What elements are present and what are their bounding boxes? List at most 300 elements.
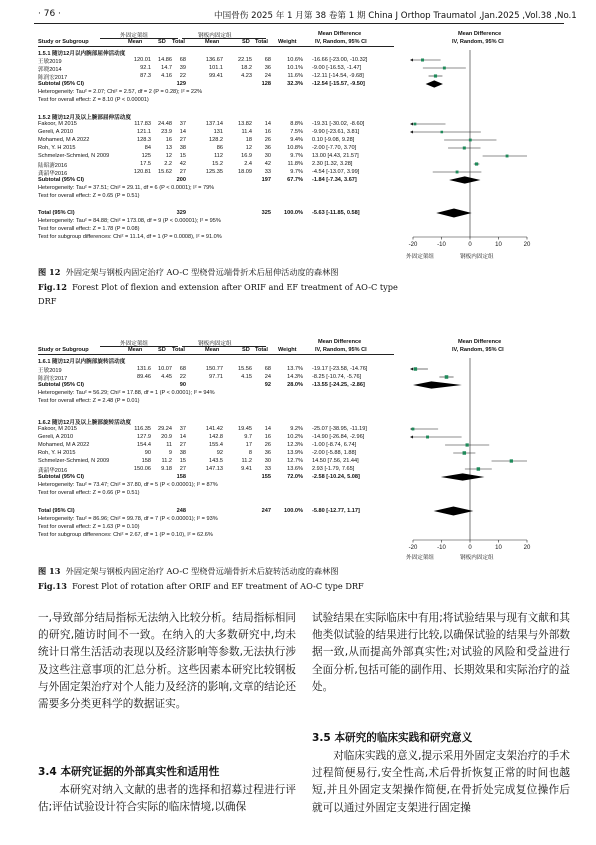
figure-caption-en <box>38 282 398 292</box>
md-header: Mean Difference <box>318 31 362 37</box>
weight: 11.8% <box>287 161 303 167</box>
ctl-group-header: 钢板内固定组 <box>198 33 232 39</box>
subtotal-label: Subtotal (95% CI) <box>38 382 84 388</box>
sd-ctl: 9.7 <box>244 434 252 440</box>
sd-ctl: 17 <box>245 442 252 448</box>
n-exp: 27 <box>179 442 186 448</box>
mean-exp: 154.4 <box>137 442 151 448</box>
figure-caption-text: 外固定架与钢板内固定治疗 AO-C 型桡骨远端骨折术后旋转活动度的森林图 <box>65 566 339 576</box>
sd-ctl: 4.15 <box>241 374 252 380</box>
sd-ctl: 15.56 <box>238 366 252 372</box>
ci-text: -9.00 [-16.53, -1.47] <box>312 65 362 71</box>
point-estimate <box>463 451 466 454</box>
mean-ctl: 147.13 <box>205 466 223 472</box>
mean-ctl: 128.2 <box>209 137 223 143</box>
col-mean: Mean <box>128 347 143 353</box>
col-ci-2: IV, Random, 95% CI <box>452 39 504 45</box>
axis-right-label: 钢板内固定组 <box>460 254 494 260</box>
exp-group-header: 外固定架组 <box>120 33 148 39</box>
ci-text: -19.17 [-23.58, -14.76] <box>312 366 368 372</box>
subgroup-title: 1.6.1 随访12月以内腕部旋转活动度 <box>38 359 126 365</box>
subtotal-weight: 32.3% <box>287 81 303 87</box>
weight: 10.1% <box>287 65 303 71</box>
point-estimate <box>506 155 509 158</box>
study-name: 龚韶华2016 <box>38 171 68 177</box>
total-overall-effect-text: Test for overall effect: Z = 1.63 (P = 0.10) <box>38 524 140 530</box>
sd-ctl: 18.09 <box>238 169 252 175</box>
n-exp: 37 <box>179 426 186 432</box>
ci-text: 14.50 [7.56, 21.44] <box>312 458 359 464</box>
subtotal-n-ctl: 92 <box>264 382 271 388</box>
n-ctl: 30 <box>264 458 271 464</box>
sd-exp: 15.62 <box>158 169 172 175</box>
sd-ctl: 19.45 <box>238 426 252 432</box>
x-tick-label: -20 <box>408 545 418 551</box>
subtotal-n-exp: 200 <box>176 177 186 183</box>
mean-exp: 90 <box>144 450 151 456</box>
ci-arrow <box>410 436 413 439</box>
ci-text: 2.93 [-1.79, 7.65] <box>312 466 355 472</box>
summary-diamond <box>449 176 480 183</box>
exp-group-header: 外固定架组 <box>120 341 148 347</box>
study-name: 郭晓2014 <box>38 67 62 73</box>
sd-ctl: 13.82 <box>238 121 252 127</box>
n-ctl: 36 <box>264 450 271 456</box>
point-estimate <box>475 162 478 165</box>
x-tick-label: 10 <box>495 242 502 248</box>
sd-ctl: 8 <box>248 450 252 456</box>
sd-exp: 4.16 <box>161 73 172 79</box>
study-name: 陆昭溏2016 <box>38 163 68 169</box>
ci-text: -4.54 [-13.07, 3.99] <box>312 169 360 175</box>
weight: 12.7% <box>287 458 303 464</box>
sd-exp: 10.07 <box>158 366 172 372</box>
sd-ctl: 4.23 <box>241 73 252 79</box>
summary-diamond <box>441 473 485 480</box>
point-estimate <box>414 123 417 126</box>
weight: 9.7% <box>290 169 303 175</box>
figure-caption-en-cont: DRF <box>38 296 57 306</box>
n-exp: 14 <box>179 129 186 135</box>
total-ci: -5.80 [-12.77, 1.17] <box>312 508 360 514</box>
ctl-header-rule <box>182 346 266 347</box>
weight: 13.9% <box>287 450 303 456</box>
mean-ctl: 143.5 <box>209 458 223 464</box>
ci-arrow <box>410 131 413 134</box>
point-estimate <box>510 459 513 462</box>
x-tick-label: 20 <box>523 242 531 248</box>
subtotal-label: Subtotal (95% CI) <box>38 177 84 183</box>
axis-left-label: 外固定架组 <box>406 555 434 561</box>
ci-text: -9.90 [-23.61, 3.81] <box>312 129 360 135</box>
figure-caption-text: 外固定架与钢板内固定治疗 AO-C 型桡骨远端骨折术后屈伸活动度的森林图 <box>65 267 339 277</box>
mean-ctl: 131 <box>213 129 223 135</box>
col-total: Total <box>172 347 185 353</box>
x-tick-label: -10 <box>437 242 446 248</box>
point-estimate <box>412 428 415 431</box>
n-exp: 27 <box>179 137 186 143</box>
study-name: Gereli, A 2010 <box>38 129 74 135</box>
weight: 10.2% <box>287 434 303 440</box>
mean-exp: 127.9 <box>137 434 151 440</box>
mean-ctl: 112 <box>214 153 223 159</box>
n-exp: 68 <box>179 366 186 372</box>
col-study: Study or Subgroup <box>38 39 89 45</box>
ci-text: 2.30 [1.32, 3.28] <box>312 161 353 167</box>
subgroup-differences-text: Test for subgroup differences: Chi² = 11.14, df = 1 (P = 0.0008), I² = 91.0% <box>38 234 222 240</box>
subtotal-n-ctl: 197 <box>261 177 271 183</box>
col-sd-2: SD <box>242 347 250 353</box>
col-sd: SD <box>158 39 166 45</box>
weight: 9.7% <box>290 153 303 159</box>
subtotal-ci: -12.54 [-15.57, -9.50] <box>312 81 365 87</box>
n-exp: 15 <box>179 153 186 159</box>
ci-text: 13.00 [4.43, 21.57] <box>312 153 359 159</box>
subtotal-ci: -2.58 [-10.24, 5.08] <box>312 474 360 480</box>
body-paragraph: 对临床实践的意义,提示采用外固定支架治疗的手术过程简便易行,安全性高,术后骨折恢复正常的时间也越短,并且外固定支架操作简便,在骨折处完成复位操作后就可以通过外固定支架进行固定操 <box>312 750 570 814</box>
n-exp: 38 <box>179 145 186 151</box>
subtotal-ci: -1.84 [-7.34, 3.67] <box>312 177 357 183</box>
subgroup-differences-text: Test for subgroup differences: Chi² = 2.67, df = 1 (P = 0.10), I² = 62.6% <box>38 532 213 538</box>
study-name: 王敏2019 <box>38 368 62 374</box>
ci-text: -1.00 [-8.74, 6.74] <box>312 442 357 448</box>
sd-exp: 13 <box>165 145 172 151</box>
weight: 9.2% <box>290 426 303 432</box>
study-name: 龚韶华2016 <box>38 468 68 474</box>
figure-caption-cn <box>38 566 338 577</box>
sd-exp: 9 <box>168 450 172 456</box>
mean-ctl: 141.42 <box>205 426 223 432</box>
point-estimate <box>441 131 444 134</box>
ctl-header-rule <box>182 38 266 39</box>
axis-left-label: 外固定架组 <box>406 254 434 260</box>
ci-arrow <box>410 123 413 126</box>
ctl-group-header: 钢板内固定组 <box>198 341 232 347</box>
weight: 13.6% <box>287 466 303 472</box>
sd-exp: 9.18 <box>161 466 172 472</box>
sd-ctl: 22.15 <box>238 57 252 63</box>
mean-exp: 131.6 <box>137 366 151 372</box>
ci-text: 0.10 [-9.08, 9.28] <box>312 137 355 143</box>
x-tick-label: 20 <box>523 545 531 551</box>
study-name: Gereli, A 2010 <box>38 434 74 440</box>
subtotal-weight: 72.0% <box>287 474 303 480</box>
n-ctl: 24 <box>264 374 271 380</box>
sd-exp: 14.7 <box>161 65 172 71</box>
sd-ctl: 2.4 <box>244 161 252 167</box>
body-paragraph: 一,导致部分结局指标无法纳入比较分析。结局指标相同的研究,随访时间不一致。在纳入的大多数研究中,均未统计日常生活活动表现以及经济影响等参数,无法执行涉及这些注意事项的汇总分析。这些因素本研究比较钢板与外固定架治疗对个人能力及经济的影响,文章的结论还需要多分类更科学的数据证实。 <box>38 612 296 711</box>
sd-exp: 29.24 <box>158 426 172 432</box>
body-paragraph: 本研究对纳入文献的患者的选择和招募过程进行评估;评估试验设计符合实际的临床情境,以确保 <box>38 784 296 814</box>
subtotal-n-ctl: 128 <box>261 81 271 87</box>
x-tick-label: 10 <box>495 545 502 551</box>
mean-ctl: 101.1 <box>209 65 223 71</box>
heterogeneity-text: Heterogeneity: Tau² = 56.29; Chi² = 17.88, df = 1 (P < 0.0001); I² = 94% <box>38 390 215 396</box>
n-ctl: 26 <box>264 137 271 143</box>
total-n-exp: 329 <box>176 210 186 216</box>
mean-ctl: 97.71 <box>209 374 223 380</box>
point-estimate <box>456 171 459 174</box>
mean-ctl: 155.4 <box>209 442 223 448</box>
subtotal-n-ctl: 155 <box>261 474 271 480</box>
x-tick-label: -10 <box>437 545 446 551</box>
sd-exp: 2.2 <box>164 161 172 167</box>
weight: 7.5% <box>290 129 303 135</box>
md-header-2: Mean Difference <box>458 31 502 37</box>
sd-exp: 24.48 <box>158 121 172 127</box>
mean-ctl: 92 <box>216 450 223 456</box>
figure-number: 图 13 <box>38 566 61 576</box>
sd-ctl: 16.9 <box>241 153 252 159</box>
n-ctl: 68 <box>264 366 271 372</box>
n-ctl: 14 <box>264 121 271 127</box>
ci-text: -25.07 [-38.95, -11.19] <box>312 426 367 432</box>
md-header-2: Mean Difference <box>458 339 502 345</box>
n-ctl: 26 <box>264 442 271 448</box>
body-paragraph: 试验结果在实际临床中有用;将试验结果与现有文献和其他类似试验的结果进行比较,以确保试验的结果与外部数据一致,从而提高外部真实性;对试验的风险和受益进行全面分析,包括可能的副作用、长期效果和实际治疗的益处。 <box>312 612 570 693</box>
sd-ctl: 9.41 <box>241 466 252 472</box>
n-exp: 22 <box>179 374 186 380</box>
study-name: Mohamed, M A 2022 <box>38 137 90 143</box>
subtotal-label: Subtotal (95% CI) <box>38 474 84 480</box>
mean-ctl: 142.8 <box>209 434 223 440</box>
n-exp: 37 <box>179 121 186 127</box>
subtotal-n-exp: 90 <box>179 382 186 388</box>
weight: 8.8% <box>290 121 303 127</box>
mean-exp: 117.83 <box>134 121 151 127</box>
header-rule <box>34 23 564 24</box>
figure-number-en: Fig.12 <box>38 282 67 292</box>
total-n-exp: 248 <box>176 508 186 514</box>
page-number: · 76 · <box>38 9 61 19</box>
mean-exp: 150.06 <box>133 466 151 472</box>
n-ctl: 33 <box>264 169 271 175</box>
figure-caption-en <box>38 581 364 591</box>
col-mean-2: Mean <box>205 39 220 45</box>
n-exp: 14 <box>179 434 186 440</box>
study-name: Roh, Y. H 2015 <box>38 145 76 151</box>
subtotal-weight: 28.0% <box>287 382 303 388</box>
sd-ctl: 11.2 <box>241 458 252 464</box>
summary-diamond <box>413 381 462 388</box>
summary-diamond <box>434 507 474 516</box>
study-name: 王敏2019 <box>38 59 62 65</box>
sd-exp: 12 <box>165 153 172 159</box>
col-total-2: Total <box>255 347 268 353</box>
study-name: Fakoor, M 2015 <box>38 426 77 432</box>
summary-diamond <box>436 209 471 218</box>
mean-exp: 89.46 <box>137 374 151 380</box>
x-tick-label: 0 <box>468 545 472 551</box>
mean-ctl: 125.35 <box>205 169 223 175</box>
total-heterogeneity-text: Heterogeneity: Tau² = 86.96; Chi² = 99.78, df = 7 (P < 0.00001); I² = 93% <box>38 516 218 522</box>
ci-text: -19.31 [-30.02, -8.60] <box>312 121 365 127</box>
n-ctl: 30 <box>264 153 271 159</box>
figure-number-en: Fig.13 <box>38 581 67 591</box>
point-estimate <box>414 367 417 370</box>
overall-effect-text: Test for overall effect: Z = 2.48 (P = 0.01) <box>38 398 140 404</box>
figure-caption-en-text: Forest Plot of rotation after ORIF and EF treatment of AO-C type DRF <box>72 581 364 591</box>
total-ci: -5.63 [-11.85, 0.58] <box>312 210 360 216</box>
forest-plot-area <box>395 354 545 560</box>
table-header-rule <box>38 354 394 355</box>
study-name: Mohamed, M A 2022 <box>38 442 90 448</box>
n-exp: 42 <box>179 161 186 167</box>
n-exp: 27 <box>179 466 186 472</box>
figure-number: 图 12 <box>38 267 61 277</box>
section-heading: 3.4 本研究证据的外部真实性和适用性 <box>38 766 220 778</box>
total-n-ctl: 247 <box>261 508 271 514</box>
ci-text: -8.25 [-10.74, -5.76] <box>312 374 362 380</box>
point-estimate <box>466 443 469 446</box>
mean-exp: 87.3 <box>140 73 151 79</box>
study-name: Roh, Y. H 2015 <box>38 450 76 456</box>
mean-exp: 125 <box>141 153 151 159</box>
weight: 10.8% <box>287 145 303 151</box>
journal-header: 中国骨伤 2025 年 1 月第 38 卷第 1 期 China J Orthop Traumatol ,Jan.2025 ,Vol.38 ,No.1 <box>214 11 577 21</box>
heterogeneity-text: Heterogeneity: Tau² = 2.07; Chi² = 2.57, df = 2 (P = 0.28); I² = 22% <box>38 89 203 95</box>
mean-exp: 84 <box>144 145 151 151</box>
mean-exp: 92.1 <box>140 65 151 71</box>
n-exp: 15 <box>179 458 186 464</box>
point-estimate <box>421 59 424 62</box>
overall-effect-text: Test for overall effect: Z = 0.66 (P = 0.51) <box>38 490 140 496</box>
n-ctl: 36 <box>264 145 271 151</box>
point-estimate <box>434 74 437 77</box>
mean-ctl: 136.67 <box>205 57 223 63</box>
weight: 12.3% <box>287 442 303 448</box>
weight: 11.6% <box>287 73 303 79</box>
col-weight: Weight <box>278 347 297 353</box>
sd-ctl: 18 <box>245 137 252 143</box>
mean-ctl: 99.41 <box>209 73 223 79</box>
heterogeneity-text: Heterogeneity: Tau² = 37.51; Chi² = 29.11, df = 6 (P < 0.0001); I² = 79% <box>38 185 215 191</box>
col-mean-2: Mean <box>205 347 220 353</box>
sd-exp: 11 <box>166 442 172 448</box>
n-ctl: 16 <box>264 434 271 440</box>
study-name: 陈润宏2017 <box>38 75 68 81</box>
total-weight: 100.0% <box>284 508 303 514</box>
mean-exp: 128.3 <box>137 137 151 143</box>
overall-effect-text: Test for overall effect: Z = 0.65 (P = 0.51) <box>38 193 140 199</box>
col-total: Total <box>172 39 185 45</box>
ci-arrow <box>410 368 413 371</box>
subtotal-weight: 67.7% <box>287 177 303 183</box>
weight: 13.7% <box>287 366 303 372</box>
n-exp: 38 <box>179 450 186 456</box>
n-exp: 27 <box>179 169 186 175</box>
forest-plot-area <box>395 46 545 258</box>
study-name: Fakoor, M 2015 <box>38 121 77 127</box>
figure-caption-en-text: Forest Plot of flexion and extension after ORIF and EF treatment of AO-C type <box>72 282 398 292</box>
total-heterogeneity-text: Heterogeneity: Tau² = 84.88; Chi² = 173.08, df = 9 (P < 0.00001); I² = 95% <box>38 218 221 224</box>
mean-ctl: 15.2 <box>212 161 223 167</box>
n-ctl: 16 <box>264 129 271 135</box>
ci-text: -16.66 [-23.00, -10.32] <box>312 57 368 63</box>
col-ci-2: IV, Random, 95% CI <box>452 347 504 353</box>
point-estimate <box>443 67 446 70</box>
mean-exp: 120.81 <box>133 169 151 175</box>
section-heading: 3.5 本研究的临床实践和研究意义 <box>312 732 473 744</box>
n-ctl: 42 <box>264 161 271 167</box>
sd-exp: 14.86 <box>158 57 172 63</box>
mean-exp: 121.1 <box>137 129 151 135</box>
n-ctl: 68 <box>264 57 271 63</box>
n-exp: 39 <box>179 65 186 71</box>
weight: 14.3% <box>287 374 303 380</box>
figure-caption-cn <box>38 267 338 278</box>
col-mean: Mean <box>128 39 143 45</box>
total-overall-effect-text: Test for overall effect: Z = 1.78 (P = 0.08) <box>38 226 140 232</box>
subtotal-label: Subtotal (95% CI) <box>38 81 84 87</box>
x-tick-label: -20 <box>408 242 418 248</box>
ci-text: -2.00 [-5.88, 1.88] <box>312 450 357 456</box>
point-estimate <box>477 467 480 470</box>
x-tick-label: 0 <box>468 242 472 248</box>
study-name: Schmelzer-Schmied, N 2009 <box>38 153 110 159</box>
mean-ctl: 137.14 <box>205 121 223 127</box>
col-ci: IV, Random, 95% CI <box>315 39 367 45</box>
table-header-rule <box>38 46 394 47</box>
md-header: Mean Difference <box>318 339 362 345</box>
mean-exp: 17.5 <box>140 161 151 167</box>
subtotal-n-exp: 129 <box>176 81 186 87</box>
mean-ctl: 150.77 <box>205 366 223 372</box>
ci-text: -14.90 [-26.84, -2.96] <box>312 434 365 440</box>
n-ctl: 33 <box>264 466 271 472</box>
ci-arrow <box>410 59 413 62</box>
mean-exp: 120.01 <box>133 57 151 63</box>
weight: 9.4% <box>290 137 303 143</box>
sd-exp: 16 <box>165 137 172 143</box>
col-sd-2: SD <box>242 39 250 45</box>
axis-right-label: 钢板内固定组 <box>460 555 494 561</box>
sd-ctl: 11.4 <box>241 129 252 135</box>
ci-text: -2.00 [-7.70, 3.70] <box>312 145 357 151</box>
subtotal-ci: -13.55 [-24.25, -2.86] <box>312 382 365 388</box>
total-n-ctl: 325 <box>261 210 271 216</box>
sd-exp: 23.9 <box>161 129 172 135</box>
mean-exp: 158 <box>141 458 151 464</box>
heterogeneity-text: Heterogeneity: Tau² = 73.47; Chi² = 37.80, df = 5 (P < 0.00001); I² = 87% <box>38 482 218 488</box>
subgroup-title: 1.6.2 随访12月及以上腕部旋转活动度 <box>38 420 131 426</box>
point-estimate <box>426 436 429 439</box>
col-ci: IV, Random, 95% CI <box>315 347 367 353</box>
point-estimate <box>469 139 472 142</box>
weight: 10.6% <box>287 57 303 63</box>
point-estimate <box>445 375 449 379</box>
col-sd: SD <box>158 347 166 353</box>
subgroup-title: 1.5.2 随访12月及以上腕部屈伸活动度 <box>38 115 131 121</box>
study-name: Schmelzer-Schmied, N 2009 <box>38 458 110 464</box>
sd-ctl: 18.2 <box>241 65 252 71</box>
mean-exp: 116.35 <box>134 426 151 432</box>
mean-ctl: 86 <box>216 145 223 151</box>
total-label: Total (95% CI) <box>38 210 75 216</box>
col-weight: Weight <box>278 39 297 45</box>
n-exp: 22 <box>179 73 186 79</box>
study-name: 陈润宏2017 <box>38 376 68 382</box>
overall-effect-text: Test for overall effect: Z = 8.10 (P < 0.00001) <box>38 97 149 103</box>
n-ctl: 14 <box>264 426 271 432</box>
sd-exp: 11.2 <box>161 458 172 464</box>
total-label: Total (95% CI) <box>38 508 75 514</box>
subtotal-n-exp: 158 <box>176 474 186 480</box>
summary-diamond <box>426 80 443 87</box>
n-ctl: 24 <box>264 73 271 79</box>
sd-exp: 20.9 <box>161 434 172 440</box>
n-exp: 68 <box>179 57 186 63</box>
